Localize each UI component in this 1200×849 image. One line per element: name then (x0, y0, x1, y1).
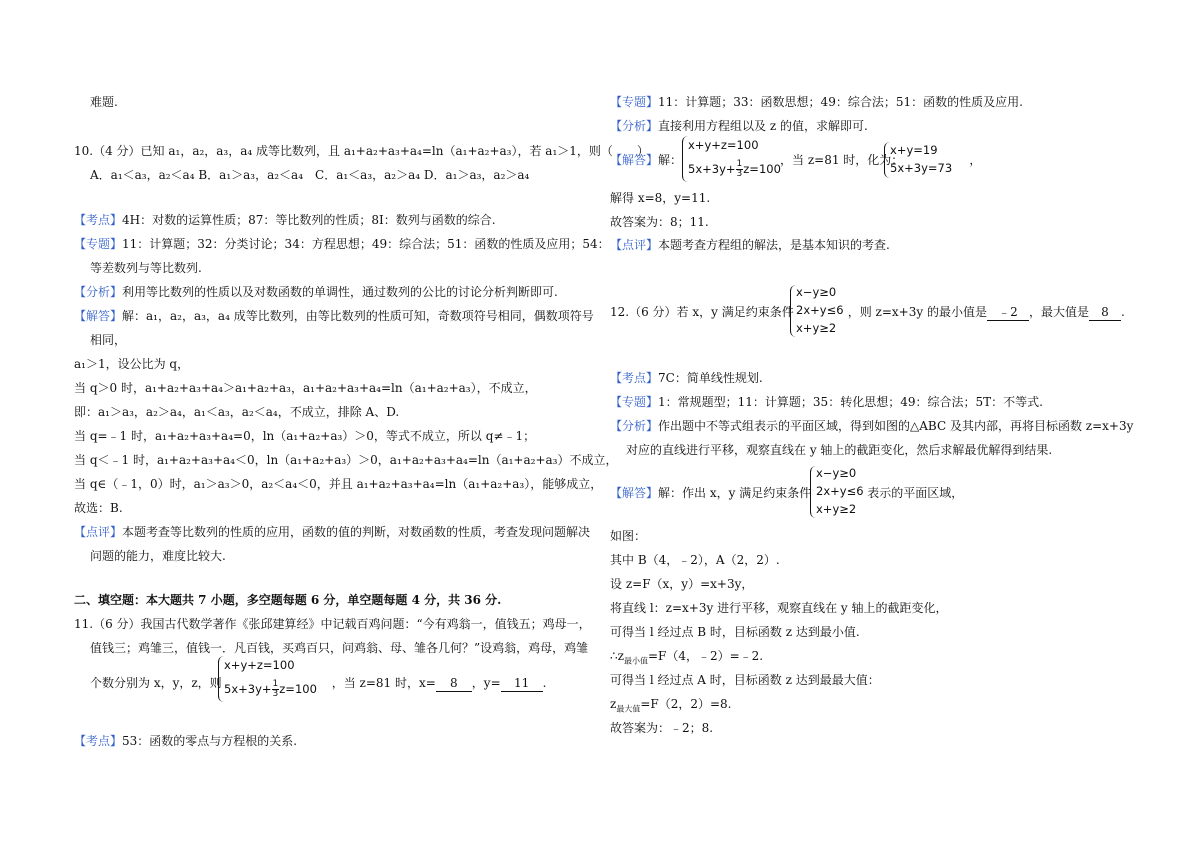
solution-line: 解得 x=8，y=11. (610, 191, 711, 205)
solution-line: 即：a₁＞a₃，a₂＞a₄，a₁＜a₃，a₂＜a₄，不成立，排除 A、D. (74, 405, 400, 419)
equation-system (884, 142, 953, 178)
solution-line: $\therefore z_{最小值}=F(4$，﹣2）=﹣2. (610, 649, 764, 666)
dianping-text: 本题考查方程组的解法，是基本知识的考查. (658, 238, 890, 252)
fenxi-text: 直接利用方程组以及 z 的值，求解即可. (658, 119, 868, 133)
jieda-text: 表示的平面区域， (867, 486, 964, 500)
fraction: $\frac{1}{3}$ (272, 679, 279, 699)
fenxi-tag: 【分析】 (610, 119, 659, 133)
kaodian-line (610, 370, 763, 386)
jieda-tag: 【解答】 (610, 486, 659, 500)
equation-row: x+y=19 (890, 143, 938, 157)
zhuanti-tag: 【专题】 (610, 95, 659, 109)
solution-line: 如图： (610, 529, 647, 543)
zhuanti-line (610, 394, 1043, 410)
kaodian-text: 7C：简单线性规划. (658, 371, 763, 385)
solution-line: 可得当 l 经过点 A 时，目标函数 z 达到最最大值： (610, 673, 880, 687)
kaodian-tag: 【考点】 (74, 213, 123, 227)
constraint-row: x+y≥2 (816, 502, 857, 516)
zhuanti-line (74, 236, 610, 252)
text-line: 难题. (90, 95, 118, 109)
dianping-line (74, 524, 590, 540)
equation-row: 5x+3y=73 (890, 161, 953, 175)
question-10-stem: 10.（4 分）已知 a₁，a₂，a₃，a₄ 成等比数列，且 a₁+a₂+a₃+a₄=ln（a₁+a₂+a₃），若 a₁＞1，则（ ） (74, 144, 649, 158)
answer-y-blank: 11 (501, 675, 543, 692)
solution-line: 故答案为：8；11. (610, 215, 709, 229)
zhuanti-text: 11：计算题；32：分类讨论；34：方程思想；49：综合法；51：函数的性质及应用；54： (122, 237, 610, 251)
zhuanti-tag: 【专题】 (610, 395, 659, 409)
constraint-system (810, 466, 866, 518)
equation-row: 5x+3y+ $\frac{1}{3}$ z=100 (224, 679, 317, 699)
constraint-row: x+y≥2 (796, 321, 837, 335)
dianping-text: 本题考查等比数列的性质的应用，函数的值的判断，对数函数的性质，考查发现问题解决 (122, 525, 591, 539)
fenxi-text-cont: 对应的直线进行平移，观察直线在 y 轴上的截距变化，然后求解最优解得到结果. (626, 443, 1053, 457)
jieda-text: 解：作出 x，y 满足约束条件 (658, 486, 812, 500)
kaodian-tag: 【考点】 (74, 734, 123, 748)
dianping-tag: 【点评】 (610, 238, 659, 252)
zhuanti-text: 1：常规题型；11：计算题；35：转化思想；49：综合法；5T：不等式. (658, 395, 1043, 409)
dianping-line (610, 237, 890, 253)
solution-line: 将直线 l：z=x+3y 进行平移，观察直线在 y 轴上的截距变化， (610, 601, 948, 615)
zhuanti-text: 11：计算题；33：函数思想；49：综合法；51：函数的性质及应用. (658, 95, 1023, 109)
question-12-line (610, 304, 1125, 321)
solution-line: 其中 B（4，﹣2），A（2，2）. (610, 553, 780, 567)
question-10-options: A．a₁＜a₃，a₂＜a₄ B．a₁＞a₃，a₂＜a₄ C．a₁＜a₃，a₂＞a₄ D．a₁＞a₃，a₂＞a₄ (90, 168, 530, 182)
jieda-line (610, 485, 963, 501)
zhuanti-text-cont: 等差数列与等比数列. (90, 261, 202, 275)
fenxi-tag: 【分析】 (610, 419, 659, 433)
jieda-text-cont: 相同， (90, 333, 127, 347)
equation-row: 5x+3y+ $\frac{1}{3}$ z=100 (688, 159, 781, 179)
constraint-row: x−y≥0 (816, 466, 857, 480)
solution-line: 当 q∈（﹣1，0）时，a₁＞a₃＞0，a₂＜a₄＜0，并且 a₁+a₂+a₃+a₄=ln（a₁+a₂+a₃），能够成立， (74, 477, 603, 491)
constraint-row: 2x+y≤6 (796, 303, 844, 317)
jieda-tag: 【解答】 (74, 309, 123, 323)
answer-max-blank: 8 (1089, 304, 1121, 321)
zhuanti-line (610, 94, 1023, 110)
solution-line: 当 q＜﹣1 时，a₁+a₂+a₃+a₄＜0，ln（a₁+a₂+a₃）＞0，a₁+a₂+a₃+a₄=ln（a₁+a₂+a₃）不成立， (74, 453, 618, 467)
kaodian-line (74, 212, 496, 228)
dianping-tag: 【点评】 (74, 525, 123, 539)
q11-text: 个数分别为 x，y，z，则 (90, 676, 222, 690)
q12-text: ，则 z=x+3y 的最小值是 (847, 305, 987, 319)
jieda-text: ，当 z=81 时，化为： (780, 153, 904, 167)
q12-text: . (1120, 305, 1125, 319)
q11-text: ，y= (471, 676, 501, 690)
q11-text: ，当 z=81 时，x= (331, 676, 436, 690)
equation-row: x+y+z=100 (688, 138, 759, 152)
solution-line: a₁＞1，设公比为 q， (74, 357, 190, 371)
fraction: $\frac{1}{3}$ (736, 159, 743, 179)
constraint-row: x−y≥0 (796, 285, 837, 299)
solution-line: 故答案为：﹣2；8. (610, 721, 714, 735)
jieda-text: ， (969, 153, 982, 167)
section-heading: 二、填空题：本大题共 7 小题，多空题每题 6 分，单空题每题 4 分，共 36 分. (74, 593, 502, 607)
jieda-text: 解：a₁，a₂，a₃，a₄ 成等比数列，由等比数列的性质可知，奇数项符号相同，偶数项符号 (122, 309, 594, 323)
question-11-line: 值钱三；鸡雏三，值钱一．凡百钱，买鸡百只，问鸡翁、母、雏各几何？”设鸡翁，鸡母，鸡雏 (90, 641, 589, 655)
dianping-text-cont: 问题的能力，难度比较大. (90, 549, 226, 563)
kaodian-tag: 【考点】 (610, 371, 659, 385)
solution-line: 可得当 l 经过点 B 时，目标函数 z 达到最小值. (610, 625, 860, 639)
answer-min-blank: ﹣2 (987, 304, 1029, 321)
fenxi-line (610, 418, 1133, 434)
kaodian-line (74, 733, 297, 749)
equation-system (218, 656, 328, 702)
constraint-system (790, 285, 844, 337)
answer-x-blank: 8 (436, 675, 472, 692)
fenxi-text: 利用等比数列的性质以及对数函数的单调性，通过数列的公比的讨论分析判断即可. (122, 285, 558, 299)
kaodian-text: 4H：对数的运算性质；87：等比数列的性质；8I：数列与函数的综合. (122, 213, 496, 227)
jieda-tag: 【解答】 (610, 153, 659, 167)
equation-row: x+y+z=100 (224, 658, 295, 672)
solution-line: 设 z=F（x，y）=x+3y， (610, 577, 754, 591)
solution-line: $z_{最大值}=F(2$，2）=8. (610, 697, 732, 714)
solution-line: 故选：B. (74, 501, 123, 515)
zhuanti-tag: 【专题】 (74, 237, 123, 251)
constraint-row: 2x+y≤6 (816, 484, 864, 498)
q12-text: 12.（6 分）若 x，y 满足约束条件 (610, 305, 794, 319)
kaodian-text: 53：函数的零点与方程根的关系. (122, 734, 298, 748)
equation-system (682, 136, 780, 182)
jieda-text: 解： (658, 153, 683, 167)
question-11-line: 11.（6 分）我国古代数学著作《张邱建算经》中记载百鸡问题：“今有鸡翁一，值钱五；鸡母一， (74, 617, 591, 631)
fenxi-text: 作出题中不等式组表示的平面区域，得到如图的△ABC 及其内部，再将目标函数 z=x+3y (658, 419, 1134, 433)
solution-line: 当 q=﹣1 时，a₁+a₂+a₃+a₄=0，ln（a₁+a₂+a₃）＞0，等式不成立，所以 q≠﹣1； (74, 429, 536, 443)
fenxi-line (610, 118, 868, 134)
fenxi-tag: 【分析】 (74, 285, 123, 299)
q12-text: ，最大值是 (1028, 305, 1089, 319)
jieda-line (74, 308, 594, 324)
solution-line: 当 q＞0 时，a₁+a₂+a₃+a₄＞a₁+a₂+a₃，a₁+a₂+a₃+a₄=ln（a₁+a₂+a₃），不成立， (74, 381, 537, 395)
q11-text: . (542, 676, 547, 690)
fenxi-line (74, 284, 558, 300)
